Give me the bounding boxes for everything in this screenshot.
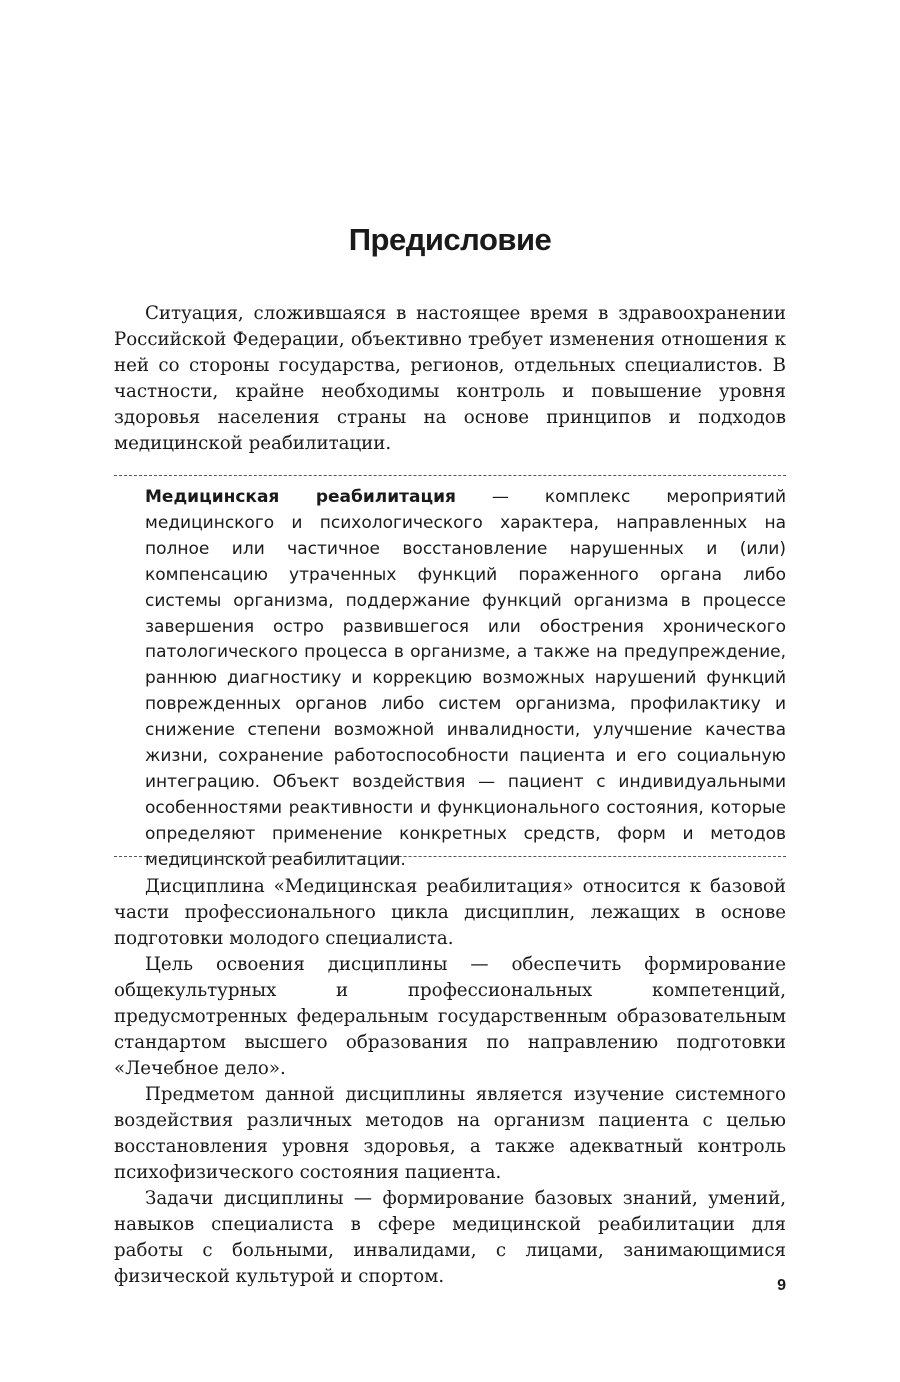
paragraph: Задачи дисциплины — формирование базовых знаний, умений, навыков специалиста в сфере медицинской реабилитации для работы с больными, инвалидами, с лицами, занимающимися физической культурой и спортом. — [114, 1188, 786, 1287]
definition-paragraph — [145, 485, 786, 874]
body-text — [114, 874, 786, 1290]
dashed-divider-top — [114, 475, 786, 476]
definition-body: — комплекс мероприятий медицинского и психологического характера, направленных на полное или частичное восстановление нарушенных и (или) компенсацию утраченных функций пораженного органа либо системы организма, поддержание функций организма в процессе завершения остро развившегося или обострения хронического патологического процесса в организме, а также на предупреждение, раннюю диагностику и коррекцию возможных нарушений функций поврежденных органов либо систем организма, профилактику и снижение степени возможной инвалидности, улучшение качества жизни, сохранение работоспособности пациента и его социальную интеграцию. Объект воздействия — пациент с индивидуальными особенностями реактивности и функционального состояния, которые определяют применение конкретных средств, форм и методов медицинской реабилитации. — [145, 487, 786, 870]
paragraph: Дисциплина «Медицинская реабилитация» относится к базовой части профессионального цикла дисциплин, лежащих в основе подготовки молодого специалиста. — [114, 876, 786, 949]
dashed-divider-bottom — [114, 856, 786, 857]
paragraph: Цель освоения дисциплины — обеспечить формирование общекультурных и профессиональных компетенций, предусмотренных федеральным государственным образовательным стандартом высшего образования по направлению подготовки «Лечебное дело». — [114, 954, 786, 1079]
page-title: Предисловие — [348, 222, 552, 257]
page-number: 9 — [777, 1277, 786, 1294]
paragraph: Предметом данной дисциплины является изучение системного воздействия различных методов на организм пациента с целью восстановления уровня здоровья, а также адекватный контроль психофизического состояния пациента. — [114, 1084, 786, 1183]
definition-term: Медицинская реабилитация — [145, 487, 456, 507]
intro-paragraph: Ситуация, сложившаяся в настоящее время в здравоохранении Российской Федерации, объективно требует изменения отношения к ней со стороны государства, регионов, отдельных специалистов. В частности, крайне необходимы контроль и повышение уровня здоровья населения страны на основе принципов и подходов медицинской реабилитации. — [114, 303, 786, 454]
definition-box — [114, 475, 786, 870]
